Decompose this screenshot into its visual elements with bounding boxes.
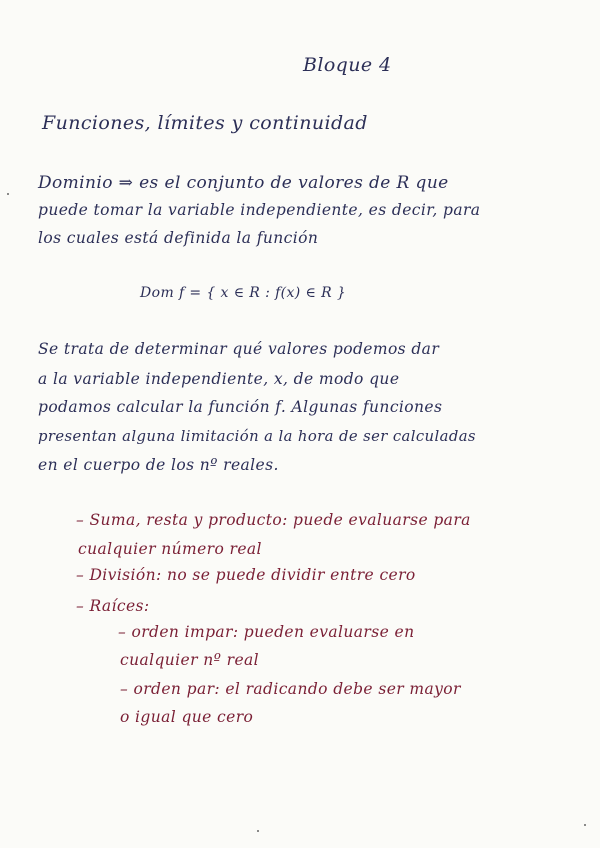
- rule-line: cualquier nº real: [120, 651, 260, 669]
- definition-line: puede tomar la variable independiente, es decir, para: [38, 201, 481, 219]
- paragraph-line: podamos calcular la función f. Algunas funciones: [38, 398, 443, 416]
- paragraph-line: en el cuerpo de los nº reales.: [38, 456, 279, 474]
- rule-line: o igual que cero: [120, 708, 254, 726]
- paper-speck: [584, 824, 586, 826]
- rule-line: – División: no se puede dividir entre cero: [76, 566, 416, 584]
- paragraph-line: a la variable independiente, x, de modo que: [38, 370, 400, 388]
- domain-formula: Dom f = { x ∈ R : f(x) ∈ R }: [140, 285, 347, 301]
- paper-speck: [257, 830, 259, 832]
- paper-speck: [7, 193, 9, 195]
- definition-line: los cuales está definida la función: [38, 229, 319, 247]
- rule-line: – Suma, resta y producto: puede evaluarse para: [76, 511, 471, 529]
- rule-line: cualquier número real: [78, 540, 262, 558]
- rule-line: – orden par: el radicando debe ser mayor: [120, 680, 461, 698]
- rule-line: – orden impar: pueden evaluarse en: [118, 623, 415, 641]
- rule-line: – Raíces:: [76, 597, 150, 615]
- page-subtitle: Funciones, límites y continuidad: [42, 112, 368, 134]
- paragraph-line: Se trata de determinar qué valores podemos dar: [38, 340, 440, 358]
- page-title: Bloque 4: [303, 54, 392, 76]
- paragraph-line: presentan alguna limitación a la hora de ser calculadas: [38, 428, 476, 445]
- definition-line: Dominio ⇒ es el conjunto de valores de R que: [38, 173, 449, 193]
